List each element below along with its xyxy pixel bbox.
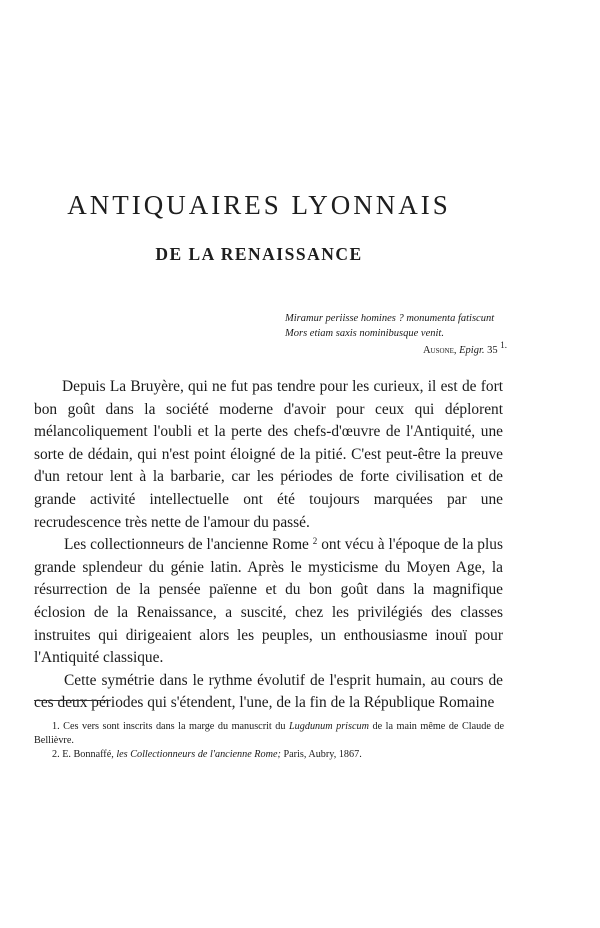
page-title: ANTIQUAIRES LYONNAIS (67, 190, 451, 220)
epigraph-line-2: Mors etiam saxis nominibusque venit. (285, 328, 444, 339)
footnote-2-start: 2. E. Bonnaffé, (52, 749, 114, 760)
footnote-divider (34, 700, 110, 701)
footnote-1 (34, 720, 504, 748)
footnote-1-work: Lugdunum priscum (289, 721, 369, 732)
page-subtitle: DE LA RENAISSANCE (155, 244, 363, 264)
epigraph-ref: 35 (487, 345, 498, 356)
footnote-ref-2: 2 (312, 536, 318, 547)
body-text (34, 376, 503, 715)
footnotes (34, 720, 504, 762)
footnote-2-end: Paris, Aubry, 1867. (283, 749, 362, 760)
footnote-1-start: 1. Ces vers sont inscrits dans la marge du manuscrit du (52, 721, 286, 732)
footnote-2-work: les Collectionneurs de l'ancienne Rome; (116, 749, 281, 760)
paragraph-1: Depuis La Bruyère, qui ne fut pas tendre pour les curieux, il est de fort bon goût dans la société moderne d'avoir pour ceux qui déplorent mélancoliquement l'oubli et la perte des chefs-d'œuvre de l'Antiquité, une sorte de dédain, qui n'est point éloigné de la pitié. C'est peut-être la preuve d'un retour lent à la barbarie, car les périodes de forte civilisation et de grande activité intellectuelle ont été toujours marquées par une recrudescence très nette de l'amour du passé. (34, 378, 503, 531)
epigraph-author: Ausone, (422, 345, 457, 356)
epigraph-line-1: Miramur periisse homines ? monumenta fatiscunt (285, 313, 495, 324)
footnote-2 (34, 748, 504, 762)
paragraph-2-end: ont vécu à l'époque de la plus grande splendeur du génie latin. Après le mysticisme du Moyen Age, la résurrection de la pensée païenne et du bon goût dans la magnifique éclosion de la Renaissance, a suscité, chez les privilégiés des classes instruites qui dirigeaient alors les peuples, un enthousiasme inouï pour l'Antiquité classique. (34, 536, 503, 667)
epigraph-footnote-mark: 1. (500, 340, 507, 350)
epigraph-attribution (285, 340, 507, 358)
footnote-1-end: de la main même de Claude de Bellièvre. (34, 721, 504, 746)
epigraph-work: Epigr. (459, 345, 485, 356)
epigraph (285, 311, 507, 358)
paragraph-2-start: Les collectionneurs de l'ancienne Rome (64, 536, 309, 554)
paragraph-3: Cette symétrie dans le rythme évolutif de l'esprit humain, au cours de ces deux périodes qui s'étendent, l'une, de la fin de la République Romaine (34, 671, 503, 712)
paragraph-2 (34, 534, 503, 670)
